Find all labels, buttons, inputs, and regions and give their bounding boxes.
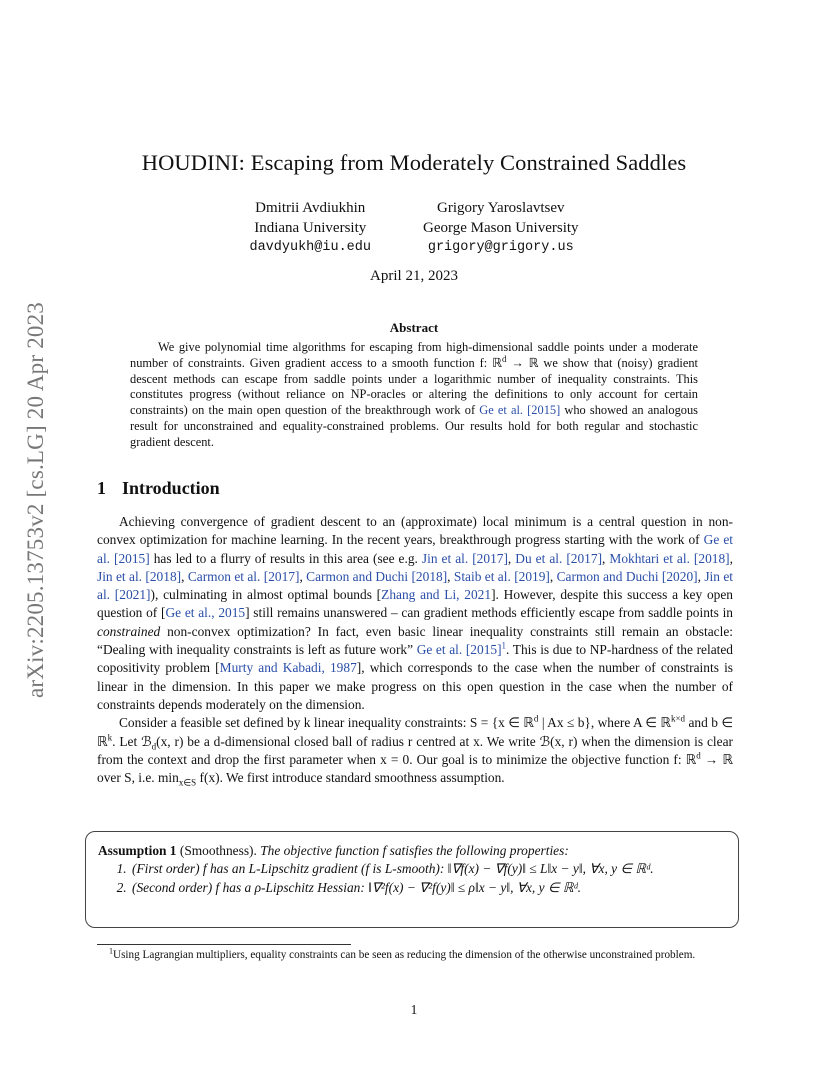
- author-affiliation: Indiana University: [254, 220, 367, 236]
- arxiv-side-stamp: [14, 290, 58, 710]
- subscript: x∈S: [178, 777, 197, 788]
- author-email: grigory@grigory.us: [427, 240, 574, 255]
- assumption-item-second-order: 2. (Second order) f has a ρ-Lipschitz Hessian: ‖∇²f(x) − ∇²f(y)‖ ≤ ρ‖x − y‖, ∀x, y ∈ ℝᵈ.: [130, 879, 726, 897]
- text-segment: ,: [729, 550, 733, 566]
- superscript: d: [696, 750, 701, 761]
- text-segment: ,: [181, 568, 188, 584]
- intro-paragraph-2: [97, 714, 733, 787]
- page-number: 1: [410, 1002, 418, 1017]
- paper-date: April 21, 2023: [370, 268, 458, 284]
- assumption-item-first-order: 1. (First order) f has an L-Lipschitz gradient (f is L-smooth): ‖∇f(x) − ∇f(y)‖ ≤ L‖x − y‖, ∀x, y ∈ ℝᵈ.: [130, 860, 726, 878]
- text-segment: Consider a feasible set defined by k linear inequality constraints: S = {x ∈ ℝ: [119, 715, 534, 731]
- citation-link[interactable]: Ge et al. [2015]: [416, 642, 502, 658]
- text-segment: f(x). We first introduce standard smoothness assumption.: [196, 770, 505, 786]
- arxiv-identifier: arXiv:2205.13753v2 [cs.LG] 20 Apr 2023: [23, 302, 48, 698]
- citation-link[interactable]: Ge et al. [2015]: [479, 403, 561, 418]
- assumption-header: [98, 842, 726, 860]
- assumption-label: Assumption 1: [98, 843, 177, 858]
- abstract-heading: Abstract: [389, 320, 439, 335]
- section-title: Introduction: [122, 478, 220, 498]
- citation-link[interactable]: Carmon et al. [2017]: [187, 568, 300, 584]
- citation-link[interactable]: Mokhtari et al. [2018]: [609, 550, 730, 566]
- abstract-text: [130, 340, 698, 451]
- text-segment: Achieving convergence of gradient descent to an (approximate) local minimum is a central question in non-convex optimization for machine learning. In the recent years, breakthrough progress starting with the work of: [97, 514, 733, 548]
- author-2: [423, 198, 579, 258]
- abstract-text-segment: We give polynomial time algorithms for escaping from high-dimensional saddle points under a moderate number of constraints. Given gradient access to a smooth function f: ℝ: [130, 340, 698, 370]
- text-segment: ]. However, despite this success a key open question of [: [97, 587, 733, 621]
- author-affiliation: George Mason University: [423, 220, 579, 236]
- text-segment: ,: [602, 550, 610, 566]
- author-email: davdyukh@iu.edu: [249, 240, 371, 255]
- author-block: [0, 198, 828, 258]
- footnote: [97, 948, 733, 963]
- citation-link[interactable]: Carmon and Duchi [2020]: [556, 568, 698, 584]
- citation-link[interactable]: Zhang and Li, 2021: [381, 587, 492, 603]
- author-1: [249, 198, 371, 258]
- superscript: d: [501, 353, 507, 364]
- text-segment: ,: [447, 568, 454, 584]
- intro-paragraph-1: [97, 513, 733, 714]
- citation-link[interactable]: Jin et al. [2017]: [421, 550, 508, 566]
- footnote-divider: [97, 944, 351, 945]
- superscript: k×d: [670, 713, 686, 724]
- text-segment: ,: [697, 568, 705, 584]
- text-segment: . This is due to NP-hardness of the related copositivity problem [: [97, 642, 733, 676]
- citation-link[interactable]: Du et al. [2017]: [515, 550, 603, 566]
- subscript: d: [151, 741, 157, 752]
- text-segment: non-convex optimization? In fact, even basic linear inequality constraints still remain an obstacle: “Dealing with inequality constraints is left as future work”: [97, 623, 733, 658]
- text-segment: . Let ℬ: [112, 733, 152, 749]
- text-segment: has led to a flurry of results in this area (see e.g.: [149, 550, 422, 566]
- assumption-statement: The objective function f satisfies the following properties:: [260, 843, 569, 858]
- author-name: Grigory Yaroslavtsev: [437, 200, 565, 216]
- footnote-mark: 1: [109, 946, 113, 956]
- text-segment: ,: [549, 568, 557, 584]
- citation-link[interactable]: Staib et al. [2019]: [453, 568, 550, 584]
- abstract-text-segment: → ℝ we show that (noisy) gradient descent methods can escape from saddle points under a logarithmic number of inequality constraints. This constitutes progress (without reliance on NP-oracles or altering the definitions to only account for certain constraints) on the main open question of the breakthrough work of: [130, 355, 698, 418]
- citation-link[interactable]: Jin et al. [2018]: [97, 568, 182, 584]
- citation-link[interactable]: Carmon and Duchi [2018]: [306, 568, 448, 584]
- abstract-text-segment: who showed an analogous result for unconstrained and equality-constrained problems. Our results hold for both regular and stochastic gradient descent.: [130, 403, 698, 449]
- emphasized-text: constrained: [97, 623, 161, 639]
- superscript: k: [107, 732, 113, 743]
- assumption-box: [85, 831, 739, 928]
- assumption-name: (Smoothness).: [176, 843, 261, 858]
- text-segment: ), culminating in almost optimal bounds [: [150, 587, 382, 603]
- citation-link[interactable]: Ge et al., 2015: [165, 605, 246, 621]
- introduction-body: [97, 513, 733, 787]
- text-segment: (x, r) be a d-dimensional closed ball of radius r centred at x. We write ℬ(x, r) when the dimension is clear from the context and drop the first parameter when x = 0. Our goal is to minimize the objective function f: ℝ: [97, 733, 733, 767]
- superscript: d: [533, 713, 539, 724]
- text-segment: ,: [299, 568, 307, 584]
- assumption-list: [98, 860, 726, 897]
- section-heading-introduction: [97, 478, 220, 499]
- citation-link[interactable]: Murty and Kabadi, 1987: [219, 660, 357, 676]
- footnote-marker[interactable]: 1: [501, 640, 507, 651]
- text-segment: → ℝ over S, i.e. min: [97, 751, 733, 786]
- citation-link[interactable]: Jin et al. [2021]: [97, 568, 733, 603]
- text-segment: ], which corresponds to the case when the number of constraints is linear in the dimension. In this paper we make progress on this open question in the case when the number of constraints depends moderately on the dimension.: [97, 660, 734, 712]
- text-segment: ] still remains unanswered – can gradient methods efficiently escape from saddle points in: [245, 605, 733, 621]
- section-number: 1: [97, 478, 106, 498]
- citation-link[interactable]: Ge et al. [2015]: [97, 532, 733, 566]
- text-segment: and b ∈ ℝ: [97, 715, 733, 749]
- paper-title: HOUDINI: Escaping from Moderately Constrained Saddles: [141, 150, 687, 175]
- footnote-text: Using Lagrangian multipliers, equality constraints can be seen as reducing the dimension of the otherwise unconstrained problem.: [113, 949, 696, 961]
- author-name: Dmitrii Avdiukhin: [255, 200, 366, 216]
- text-segment: | Ax ≤ b}, where A ∈ ℝ: [538, 715, 671, 731]
- text-segment: ,: [507, 550, 516, 566]
